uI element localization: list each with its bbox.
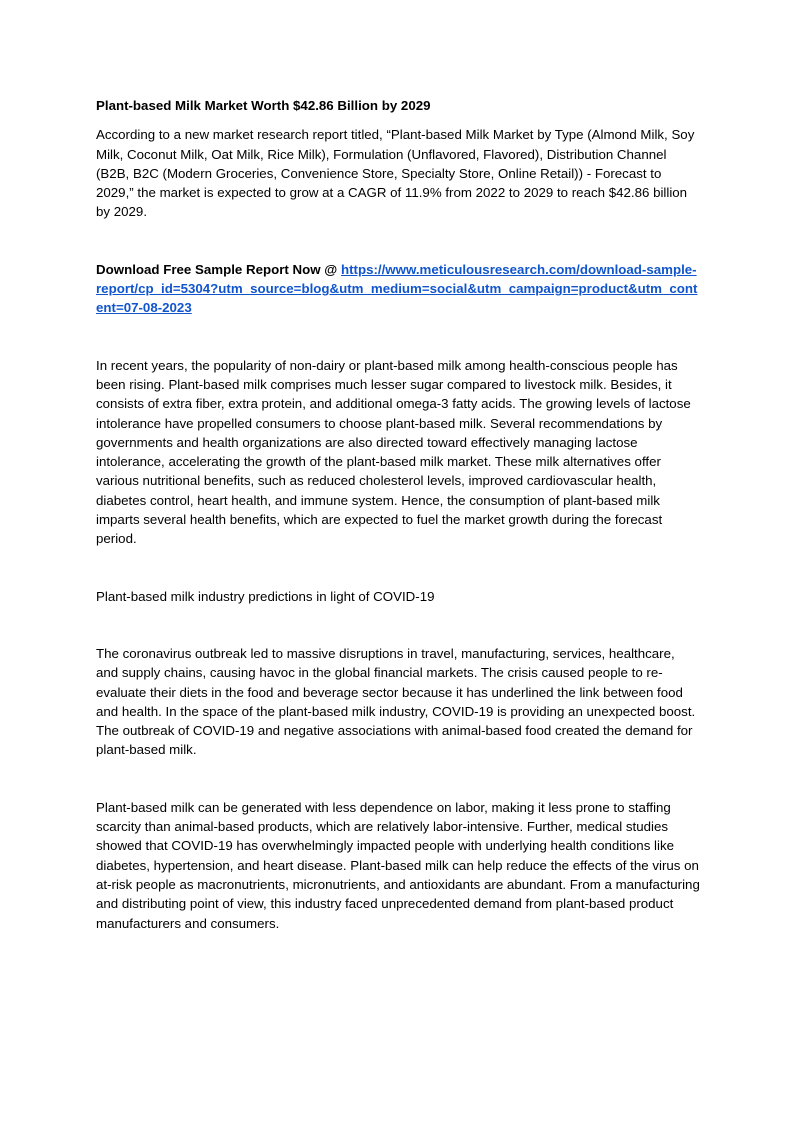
body-paragraph-3: Plant-based milk can be generated with less dependence on labor, making it less prone to staffing scarcity than animal-based products, which are relatively labor-intensive. Further, medical studies showed that COVID-19 has overwhelmingly impacted people with underlying health conditions like diabetes, hypertension, and heart disease. Plant-based milk can help reduce the effects of the virus on at-risk people as macronutrients, micronutrients, and antioxidants are abundant. From a manufacturing and distributing point of view, this industry faced unprecedented demand from plant-based product manufacturers and consumers.: [96, 799, 700, 931]
document-title: Plant-based Milk Market Worth $42.86 Billion by 2029: [96, 98, 431, 113]
document-page: [96, 96, 700, 933]
download-sample-link[interactable]: https://www.meticulousresearch.com/download-sample-report/cp_id=5304?utm_source=blog&utm_medium=social&utm_campaign=product&utm_content=07-08-2023: [96, 261, 698, 316]
body-paragraph-2: The coronavirus outbreak led to massive disruptions in travel, manufacturing, services, healthcare, and supply chains, causing havoc in the global financial markets. The crisis caused people to re-evaluate their diets in the food and beverage sector because it has underlined the link between food and health. In the space of the plant-based milk industry, COVID-19 is providing an unexpected boost. The outbreak of COVID-19 and negative associations with animal-based food created the demand for plant-based milk.: [96, 645, 696, 758]
section-subheading: Plant-based milk industry predictions in light of COVID-19: [96, 588, 435, 604]
body-paragraph-1: In recent years, the popularity of non-dairy or plant-based milk among health-conscious people has been rising. Plant-based milk comprises much lesser sugar compared to livestock milk. Besides, it consists of extra fiber, extra protein, and additional omega-3 fatty acids. The growing levels of lactose intolerance have propelled consumers to choose plant-based milk. Several recommendations by governments and health organizations are also directed toward effectively managing lactose intolerance, accelerating the growth of the plant-based milk market. These milk alternatives offer various nutritional benefits, such as reduced cholesterol levels, improved cardiovascular health, diabetes control, heart health, and immune system. Hence, the consumption of plant-based milk imparts several health benefits, which are expected to fuel the market growth during the forecast period.: [96, 357, 691, 547]
intro-paragraph: According to a new market research report titled, “Plant-based Milk Market by Type (Almond Milk, Soy Milk, Coconut Milk, Oat Milk, Rice Milk), Formulation (Unflavored, Flavored), Distribution Channel (B2B, B2C (Modern Groceries, Convenience Store, Specialty Store, Online Retail)) - Forecast to 2029,” the market is expected to grow at a CAGR of 11.9% from 2022 to 2029 to reach $42.86 billion by 2029.: [96, 127, 695, 220]
download-line: [96, 260, 700, 318]
download-label: Download Free Sample Report Now @: [96, 261, 341, 277]
